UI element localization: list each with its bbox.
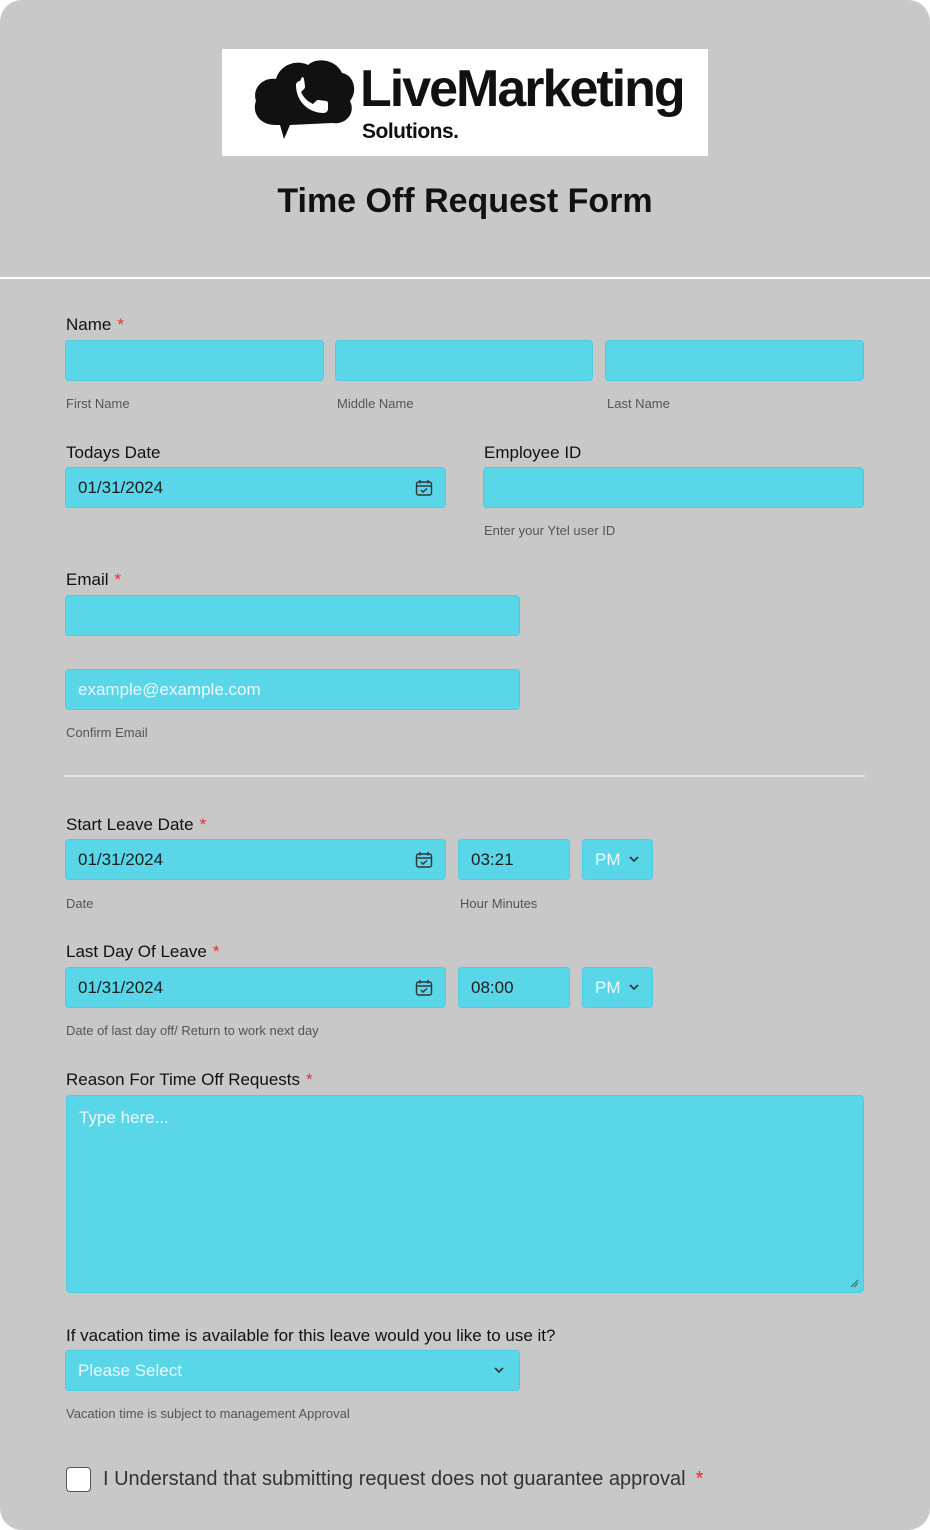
confirm-email-field[interactable] [78, 671, 507, 710]
vacation-selected-value: Please Select [78, 1361, 182, 1380]
header-divider [0, 277, 930, 279]
confirm-email-sublabel: Confirm Email [66, 725, 148, 740]
todays-date-value: 01/31/2024 [78, 478, 164, 497]
vacation-select[interactable] [65, 1350, 520, 1391]
logo-subtext: Solutions. [362, 120, 459, 143]
email-label: Email * [66, 570, 122, 589]
last-day-time-input[interactable]: 08:00 [458, 967, 570, 1008]
last-day-date-value: 01/31/2024 [78, 978, 164, 997]
middle-name-sublabel: Middle Name [337, 396, 414, 411]
vacation-sublabel: Vacation time is subject to management Approval [66, 1406, 350, 1421]
required-marker: * [212, 942, 220, 961]
start-leave-label: Start Leave Date * [66, 815, 207, 834]
logo-wordmark: LiveMarketing [360, 60, 684, 118]
required-marker: * [695, 1468, 704, 1490]
resize-handle-icon[interactable] [849, 1278, 859, 1288]
first-name-input[interactable] [65, 340, 324, 381]
middle-name-input[interactable] [335, 340, 593, 381]
start-leave-time-input[interactable]: 03:21 [458, 839, 570, 880]
page-title: Time Off Request Form [277, 182, 653, 220]
company-logo [222, 49, 708, 156]
start-leave-ampm-select[interactable] [582, 839, 653, 880]
chevron-down-icon [628, 982, 640, 992]
vacation-label: If vacation time is available for this leave would you like to use it? [66, 1326, 556, 1345]
calendar-icon[interactable] [415, 851, 433, 869]
email-input[interactable] [65, 595, 520, 636]
required-marker: * [199, 815, 207, 834]
phone-cloud-icon [250, 55, 358, 141]
first-name-sublabel: First Name [66, 396, 130, 411]
acknowledge-label: I Understand that submitting request does not guarantee approval * [103, 1468, 704, 1490]
todays-date-input[interactable] [65, 467, 446, 508]
start-leave-time-sublabel: Hour Minutes [460, 896, 538, 911]
acknowledge-checkbox[interactable] [66, 1467, 91, 1492]
start-leave-date-input[interactable] [65, 839, 446, 880]
chevron-down-icon [628, 854, 640, 864]
name-label: Name * [66, 315, 124, 334]
start-leave-ampm-value: PM [595, 850, 621, 869]
last-day-label: Last Day Of Leave * [66, 942, 220, 961]
employee-id-input[interactable] [483, 467, 864, 508]
todays-date-label: Todays Date [66, 443, 161, 462]
reason-label: Reason For Time Off Requests * [66, 1070, 313, 1089]
section-divider [64, 775, 865, 777]
reason-textarea[interactable] [66, 1095, 864, 1293]
last-day-ampm-select[interactable] [582, 967, 653, 1008]
calendar-icon[interactable] [415, 979, 433, 997]
confirm-email-input[interactable] [65, 669, 520, 710]
last-day-ampm-value: PM [595, 978, 621, 997]
employee-id-label: Employee ID [484, 443, 582, 462]
start-leave-date-sublabel: Date [66, 896, 94, 911]
calendar-icon[interactable] [415, 479, 433, 497]
last-day-date-input[interactable] [65, 967, 446, 1008]
employee-id-sublabel: Enter your Ytel user ID [484, 523, 616, 538]
start-leave-date-value: 01/31/2024 [78, 850, 164, 869]
chevron-down-icon [493, 1365, 505, 1375]
last-day-sublabel: Date of last day off/ Return to work next day [66, 1023, 319, 1038]
last-name-sublabel: Last Name [607, 396, 670, 411]
last-name-input[interactable] [605, 340, 864, 381]
required-marker: * [306, 1070, 313, 1089]
reason-placeholder: Type here... [79, 1108, 169, 1127]
required-marker: * [117, 315, 124, 334]
required-marker: * [114, 570, 122, 589]
